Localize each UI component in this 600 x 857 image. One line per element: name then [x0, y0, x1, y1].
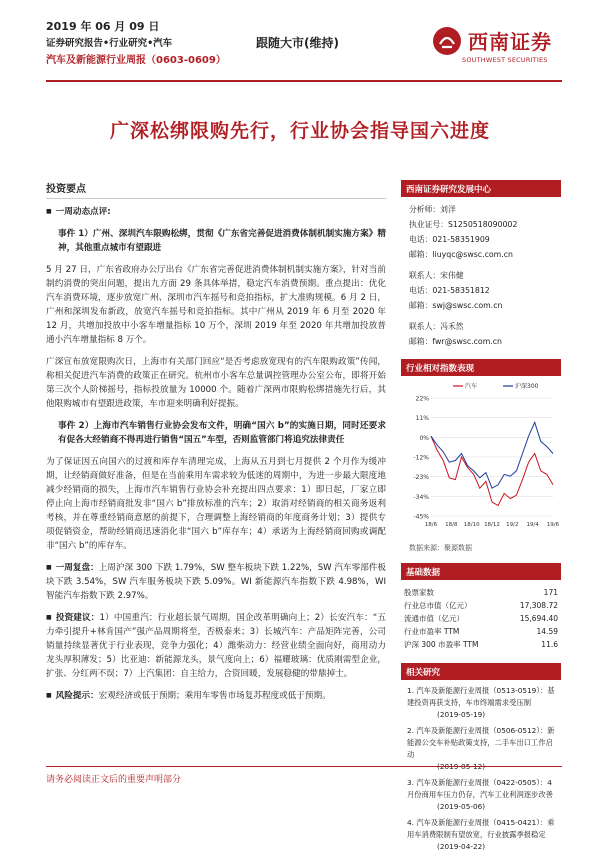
related-research-date: (2019-05-06): [437, 802, 486, 811]
related-research-title: 1. 汽车及新能源行业周报（0513-0519）：基建投资再获支持，车市终端需求受压制: [407, 686, 555, 707]
main-content: [46, 196, 386, 711]
analyst-phone: 电话：021-58351909: [409, 235, 490, 244]
related-research-date: (2019-04-22): [437, 842, 486, 851]
basic-data-key: 股票家数: [404, 588, 434, 597]
related-research-title: 2. 汽车及新能源行业周报（0506-0512）：新能源公交车补贴政策支持，二手车出口工作启动: [407, 726, 555, 759]
chart-series-line: [431, 436, 553, 505]
basic-data-row: [401, 599, 561, 612]
basic-data-value: 11.6: [541, 640, 558, 649]
basic-data-row: [401, 638, 561, 651]
contact-phone: 电话：021-58351812: [409, 286, 490, 295]
industry-rating: 跟随大市(维持): [256, 36, 339, 50]
related-research-date: [407, 761, 559, 773]
chart-source: 数据来源：聚源数据: [409, 544, 472, 552]
chart-x-tick-label: 19/2: [506, 522, 519, 528]
report-name: 汽车及新能源行业周报（0603-0609）: [46, 55, 226, 66]
weekly-recap-label: ■ 一周复盘：: [46, 563, 99, 573]
basic-data-key: 流通市值（亿元）: [404, 614, 464, 623]
footer-divider: [46, 766, 562, 767]
analyst-license: 执业证号：S1250518090002: [409, 220, 518, 229]
report-date: 2019 年 06 月 09 日: [46, 20, 160, 33]
chart-legend-label: 沪深300: [515, 383, 539, 390]
analyst-name: 分析师：刘洋: [409, 205, 456, 214]
company-logo: [432, 24, 562, 74]
relative-index-chart: [401, 376, 561, 541]
chart-x-tick-label: 18/8: [445, 522, 458, 528]
basic-data-table: [401, 586, 561, 651]
basic-data-row: [401, 586, 561, 599]
report-category: 证券研究报告•行业研究•汽车: [46, 38, 173, 49]
logo-chinese-name: 西南证券: [468, 30, 552, 54]
event1-paragraph-2: 广深宣布放宽限购次日，上海市有关部门回应“是否考虑放宽现有的汽车限购政策”传闻，称相关促进汽车消费的政策正在研究。杭州市小客车总量调控管理办公室公布，即将开始第三次个人阶梯摇号，指标投放量为 10000 个。随着广深两市限购松绑措施先行后，其他限购城市有望跟进政策，车市迎来明确利好提振。: [46, 357, 386, 409]
basic-data-row: [401, 625, 561, 638]
basic-data-value: 17,308.72: [519, 601, 558, 610]
related-research-item[interactable]: [407, 777, 559, 813]
page-title: 广深松绑限购先行，行业协会指导国六进度: [109, 120, 490, 142]
contact-email[interactable]: 邮箱：swj@swsc.com.cn: [409, 301, 503, 310]
event1-paragraph-1: 5 月 27 日，广东省政府办公厅出台《广东省完善促进消费体制机制实施方案》，针对当前制约消费的突出问题，提出九方面 29 条具体举措，稳定汽车消费预期。重点提出：优化汽车消费环境，逐步放宽广州、深圳市汽车摇号和竞拍指标，扩大准购规模。6 月 2 日，广州和深圳发布新政，放宽汽车摇号和竞拍指标。其中广州从 2019 年 6 月至 2020 年 12 月，共增加投放中小客车增量指标 10 万个，深圳 2019 年至 2020 年共增加投放普通小汽车增量指标 8 万个。: [46, 265, 386, 345]
chart-y-tick-label: 22%: [415, 395, 429, 403]
related-research-item[interactable]: [407, 685, 559, 721]
basic-data-value: 15,694.40: [519, 614, 558, 623]
basic-data-key: 行业总市值（亿元）: [404, 601, 472, 610]
section-divider: [46, 198, 386, 199]
event2-paragraph: 为了保证因五向国六的过渡和库存车清理完成，上海从五月到七月提供 2 个月作为缓冲期，让经销商做好准备，但是在当前乘用车需求较为低迷的周期中，为进一步最大限度地减少经销商的损失，上海市汽车销售行业协会补充提出四点要求：1）即日起，厂家立即停止向上海市经销商批发非“国六 b”排放标准的汽车；2）取消对经销商的相关商务返利考核，并在尊重经销商意愿的前提下，合理调整上海经销商的年度商务计划；3）提供专项促销资金，帮助经销商迅速消化非“国六 b”库存车；4）承诺为上海经销商回购或调配非“国六 b”的库存车。: [46, 457, 386, 551]
basic-data-key: 行业市盈率 TTM: [404, 627, 460, 636]
chart-y-tick-label: 11%: [415, 415, 429, 423]
investment-advice-paragraph: ■ 投资建议：1）中国重汽：行业超长景气周期，国企改革明确向上；2）长安汽车：“五力牵引提升+林肯国产”强产品周期将至，否极泰来；3）长城汽车：产品矩阵完善，公司销量持续显著优于行业表现，竞争力强化；4）潍柴动力：经营业绩全面向好，商用动力龙头厚积薄发；5）比亚迪：新能源龙头，景气度向上；6）福耀玻璃：优质刚需型企业，扩张、分红两不误；7）上汽集团：自主给力，合资回暖，发展稳健的带鼎掉士。: [46, 611, 386, 681]
chart-y-tick-label: -23%: [413, 474, 429, 482]
chart-x-tick-label: 19/4: [526, 522, 539, 528]
risk-warning-label: ■ 风险提示：: [46, 691, 99, 701]
related-research-item[interactable]: [407, 817, 559, 853]
logo-english-name: SOUTHWEST SECURITIES: [462, 56, 548, 64]
chart-legend-label: 汽车: [465, 383, 478, 390]
relative-index-chart-svg: [401, 376, 561, 541]
basic-data-value: 14.59: [536, 627, 558, 636]
logo-mark-icon: [432, 26, 462, 56]
event1-heading: 事件 1）广州、深圳汽车限购松绑，贯彻《广东省完善促进消费体制机制实施方案》精神，其他重点城市有望跟进: [58, 229, 386, 253]
analyst-email[interactable]: 邮箱：liuyqc@swsc.com.cn: [409, 250, 513, 259]
chart-x-tick-label: 19/6: [546, 522, 560, 528]
chart-x-tick-label: 18/12: [484, 522, 500, 528]
investment-highlights-heading: 投资要点: [46, 184, 86, 195]
chart-y-tick-label: 0%: [419, 434, 429, 442]
event2-heading: 事件 2）上海市汽车销售行业协会发布文件，明确“国六 b”的实施日期，同时还要求有促各大经销商不得再进行销售“国五”车型，否则监管部门将追究法律责任: [58, 421, 386, 445]
contact-name: 联系人：宋伟健: [409, 271, 464, 280]
research-team-title: 西南证券研究发展中心: [401, 180, 561, 197]
report-header-info: [46, 18, 226, 69]
weekly-review-bullet: ■ 一周动态点评:: [46, 205, 386, 219]
contact-email[interactable]: 邮箱：fwr@swsc.com.cn: [409, 337, 503, 346]
related-research-date: (2019-05-19): [437, 710, 486, 719]
footer-disclaimer: 请务必阅读正文后的重要声明部分: [46, 775, 182, 785]
investment-advice-label: ■ 投资建议：: [46, 613, 100, 623]
analyst-contacts: [401, 197, 561, 349]
header-divider: [46, 80, 562, 82]
related-research-title: 3. 汽车及新能源行业周报（0422-0505）：4 月份商用车压力仍存，汽车工业利润逐步改善: [407, 778, 553, 799]
basic-data-value: 171: [543, 588, 558, 597]
risk-warning-paragraph: ■ 风险提示：宏观经济或低于预期；乘用车零售市场复苏程度或低于预期。: [46, 689, 386, 703]
chart-title-bar: 行业相对指数表现: [401, 359, 561, 376]
related-research-title: 4. 汽车及新能源行业周报（0415-0421）：乘用车消费限制有望放宽，行业披露季报稳定: [407, 818, 555, 839]
related-research-title: 相关研究: [401, 663, 561, 680]
basic-data-key: 沪深 300 市盈率 TTM: [404, 640, 479, 649]
chart-y-tick-label: -45%: [413, 513, 429, 521]
basic-data-row: [401, 612, 561, 625]
chart-y-tick-label: -12%: [413, 454, 429, 462]
sidebar: [401, 180, 561, 857]
basic-data-title: 基础数据: [401, 563, 561, 580]
chart-y-tick-label: -34%: [413, 493, 429, 501]
contact-name: 联系人：冯禾然: [409, 322, 464, 331]
chart-x-tick-label: 18/6: [424, 522, 438, 528]
weekly-recap-paragraph: ■ 一周复盘：上周沪深 300 下跌 1.79%，SW 整车板块下跌 1.22%，SW 汽车零部件板块下跌 3.54%，SW 汽车服务板块下跌 5.09%。WI 新能源汽车指数下跌 4.98%，WI 智能汽车指数下跌 2.97%。: [46, 561, 386, 603]
chart-x-tick-label: 18/10: [463, 522, 480, 528]
